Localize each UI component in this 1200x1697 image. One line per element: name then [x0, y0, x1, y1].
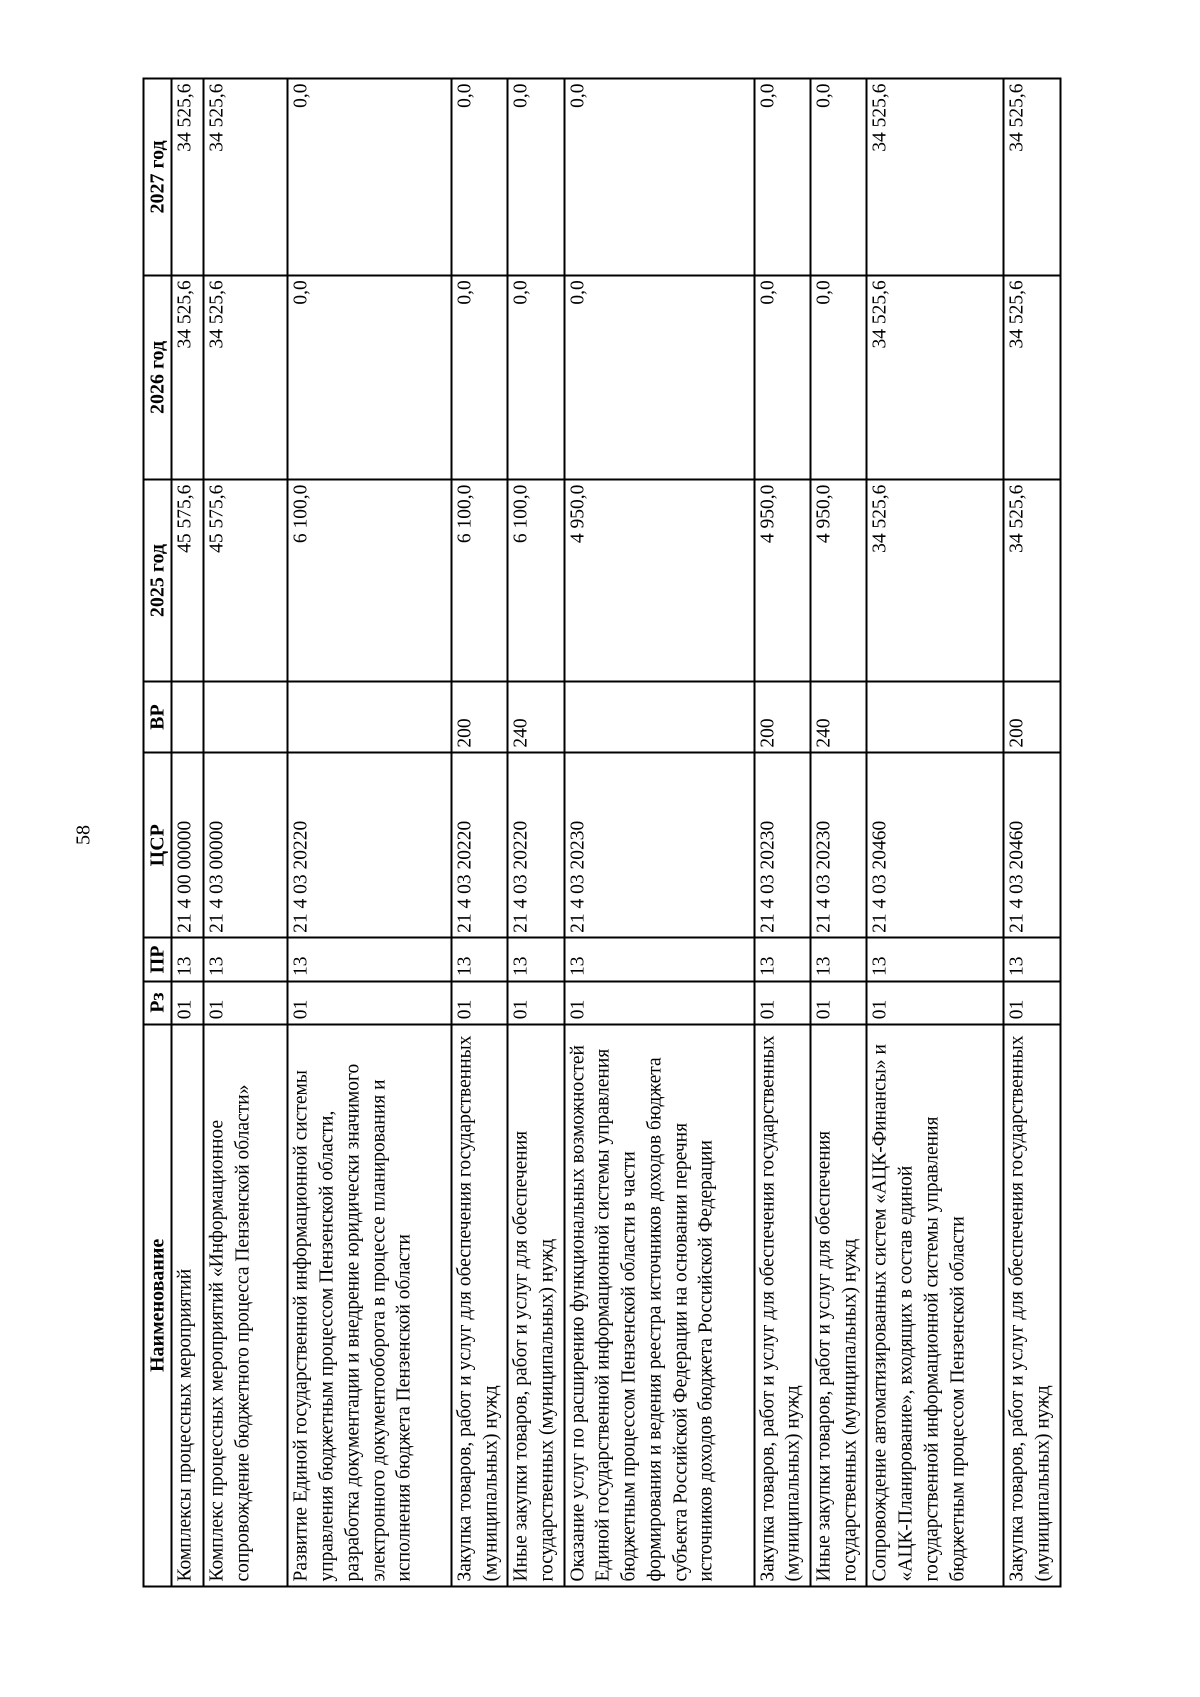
- cell-2026: 0,0: [564, 275, 754, 479]
- cell-vr: [564, 681, 754, 752]
- header-rz: Рз: [144, 981, 172, 1024]
- table-row: [288, 78, 452, 1586]
- cell-name: Закупка товаров, работ и услуг для обеспечения государственных (муниципальных) нужд: [1004, 1024, 1061, 1586]
- cell-csr: 21 4 03 00000: [204, 752, 288, 937]
- cell-pr: 13: [451, 937, 507, 980]
- cell-name: Оказание услуг по расширению функциональных возможностей Единой государственной информационной системы управления бюджетным процессом Пензенской области в части формирования и ведения реестра источников доходов бюджета субъекта Российской Федерации на основании перечня источников доходов бюджета Российской Федерации: [564, 1024, 754, 1586]
- page-number: 58: [72, 825, 95, 845]
- cell-pr: 13: [172, 937, 204, 980]
- cell-vr: [867, 681, 1004, 752]
- cell-name: Закупка товаров, работ и услуг для обеспечения государственных (муниципальных) нужд: [451, 1024, 507, 1586]
- cell-2025: 6 100,0: [288, 479, 452, 681]
- header-pr: ПР: [144, 937, 172, 980]
- header-name: Наименование: [144, 1024, 172, 1586]
- table-row: [204, 78, 288, 1586]
- cell-2027: 34 525,6: [172, 78, 204, 275]
- cell-rz: 01: [1004, 981, 1061, 1024]
- cell-2025: 45 575,6: [204, 479, 288, 681]
- cell-2027: 34 525,6: [867, 78, 1004, 275]
- cell-rz: 01: [204, 981, 288, 1024]
- budget-table: [143, 77, 1062, 1587]
- header-csr: ЦСР: [144, 752, 172, 937]
- cell-csr: 21 4 00 00000: [172, 752, 204, 937]
- cell-vr: 200: [451, 681, 507, 752]
- header-vr: ВР: [144, 681, 172, 752]
- cell-2025: 4 950,0: [754, 479, 810, 681]
- cell-vr: 200: [1004, 681, 1061, 752]
- cell-2027: 0,0: [810, 78, 866, 275]
- header-2027: 2027 год: [144, 78, 172, 275]
- cell-rz: 01: [508, 981, 564, 1024]
- cell-2025: 34 525,6: [1004, 479, 1061, 681]
- cell-2026: 0,0: [810, 275, 866, 479]
- cell-name: Комплекс процессных мероприятий «Информационное сопровождение бюджетного процесса Пензенской области»: [204, 1024, 288, 1586]
- cell-csr: 21 4 03 20460: [1004, 752, 1061, 937]
- cell-2026: 34 525,6: [1004, 275, 1061, 479]
- cell-2026: 34 525,6: [204, 275, 288, 479]
- cell-2025: 6 100,0: [508, 479, 564, 681]
- header-2025: 2025 год: [144, 479, 172, 681]
- header-2026: 2026 год: [144, 275, 172, 479]
- cell-vr: [172, 681, 204, 752]
- cell-name: Иные закупки товаров, работ и услуг для обеспечения государственных (муниципальных) нужд: [508, 1024, 564, 1586]
- cell-vr: 240: [810, 681, 866, 752]
- cell-vr: [204, 681, 288, 752]
- cell-csr: 21 4 03 20230: [810, 752, 866, 937]
- cell-2026: 0,0: [288, 275, 452, 479]
- cell-rz: 01: [754, 981, 810, 1024]
- table-row: [810, 78, 866, 1586]
- cell-2027: 0,0: [754, 78, 810, 275]
- cell-pr: 13: [754, 937, 810, 980]
- cell-2027: 34 525,6: [1004, 78, 1061, 275]
- cell-2027: 0,0: [451, 78, 507, 275]
- cell-pr: 13: [288, 937, 452, 980]
- cell-pr: 13: [508, 937, 564, 980]
- cell-csr: 21 4 03 20220: [288, 752, 452, 937]
- cell-2026: 0,0: [754, 275, 810, 479]
- cell-name: Развитие Единой государственной информационной системы управления бюджетным процессом Пензенской области, разработка документации и внедрение юридически значимого электронного документооборота в процессе планирования и исполнения бюджета Пензенской области: [288, 1024, 452, 1586]
- cell-2026: 34 525,6: [867, 275, 1004, 479]
- cell-2025: 45 575,6: [172, 479, 204, 681]
- cell-2025: 4 950,0: [810, 479, 866, 681]
- cell-2025: 6 100,0: [451, 479, 507, 681]
- cell-vr: 240: [508, 681, 564, 752]
- table-row: [754, 78, 810, 1586]
- cell-2026: 34 525,6: [172, 275, 204, 479]
- cell-csr: 21 4 03 20230: [754, 752, 810, 937]
- cell-2027: 0,0: [288, 78, 452, 275]
- table-row: [564, 78, 754, 1586]
- cell-2027: 34 525,6: [204, 78, 288, 275]
- cell-vr: 200: [754, 681, 810, 752]
- cell-vr: [288, 681, 452, 752]
- cell-pr: 13: [204, 937, 288, 980]
- table-row: [1004, 78, 1061, 1586]
- cell-pr: 13: [867, 937, 1004, 980]
- cell-2027: 0,0: [564, 78, 754, 275]
- cell-csr: 21 4 03 20220: [451, 752, 507, 937]
- cell-rz: 01: [867, 981, 1004, 1024]
- table-row: [172, 78, 204, 1586]
- cell-rz: 01: [810, 981, 866, 1024]
- table-header-row: [144, 78, 172, 1586]
- cell-csr: 21 4 03 20460: [867, 752, 1004, 937]
- cell-2025: 34 525,6: [867, 479, 1004, 681]
- cell-2027: 0,0: [508, 78, 564, 275]
- cell-name: Закупка товаров, работ и услуг для обеспечения государственных (муниципальных) нужд: [754, 1024, 810, 1586]
- cell-2026: 0,0: [508, 275, 564, 479]
- cell-2025: 4 950,0: [564, 479, 754, 681]
- cell-pr: 13: [564, 937, 754, 980]
- table-row: [451, 78, 507, 1586]
- cell-csr: 21 4 03 20220: [508, 752, 564, 937]
- cell-name: Иные закупки товаров, работ и услуг для обеспечения государственных (муниципальных) нужд: [810, 1024, 866, 1586]
- cell-rz: 01: [451, 981, 507, 1024]
- cell-pr: 13: [810, 937, 866, 980]
- table-row: [508, 78, 564, 1586]
- cell-rz: 01: [564, 981, 754, 1024]
- rotated-table-wrapper: [143, 77, 1062, 1587]
- table-row: [867, 78, 1004, 1586]
- cell-2026: 0,0: [451, 275, 507, 479]
- cell-name: Сопровождение автоматизированных систем «АЦК-Финансы» и «АЦК-Планирование», входящих в состав единой государственной информационной системы управления бюджетным процессом Пензенской области: [867, 1024, 1004, 1586]
- cell-pr: 13: [1004, 937, 1061, 980]
- cell-rz: 01: [172, 981, 204, 1024]
- cell-csr: 21 4 03 20230: [564, 752, 754, 937]
- cell-rz: 01: [288, 981, 452, 1024]
- cell-name: Комплексы процессных мероприятий: [172, 1024, 204, 1586]
